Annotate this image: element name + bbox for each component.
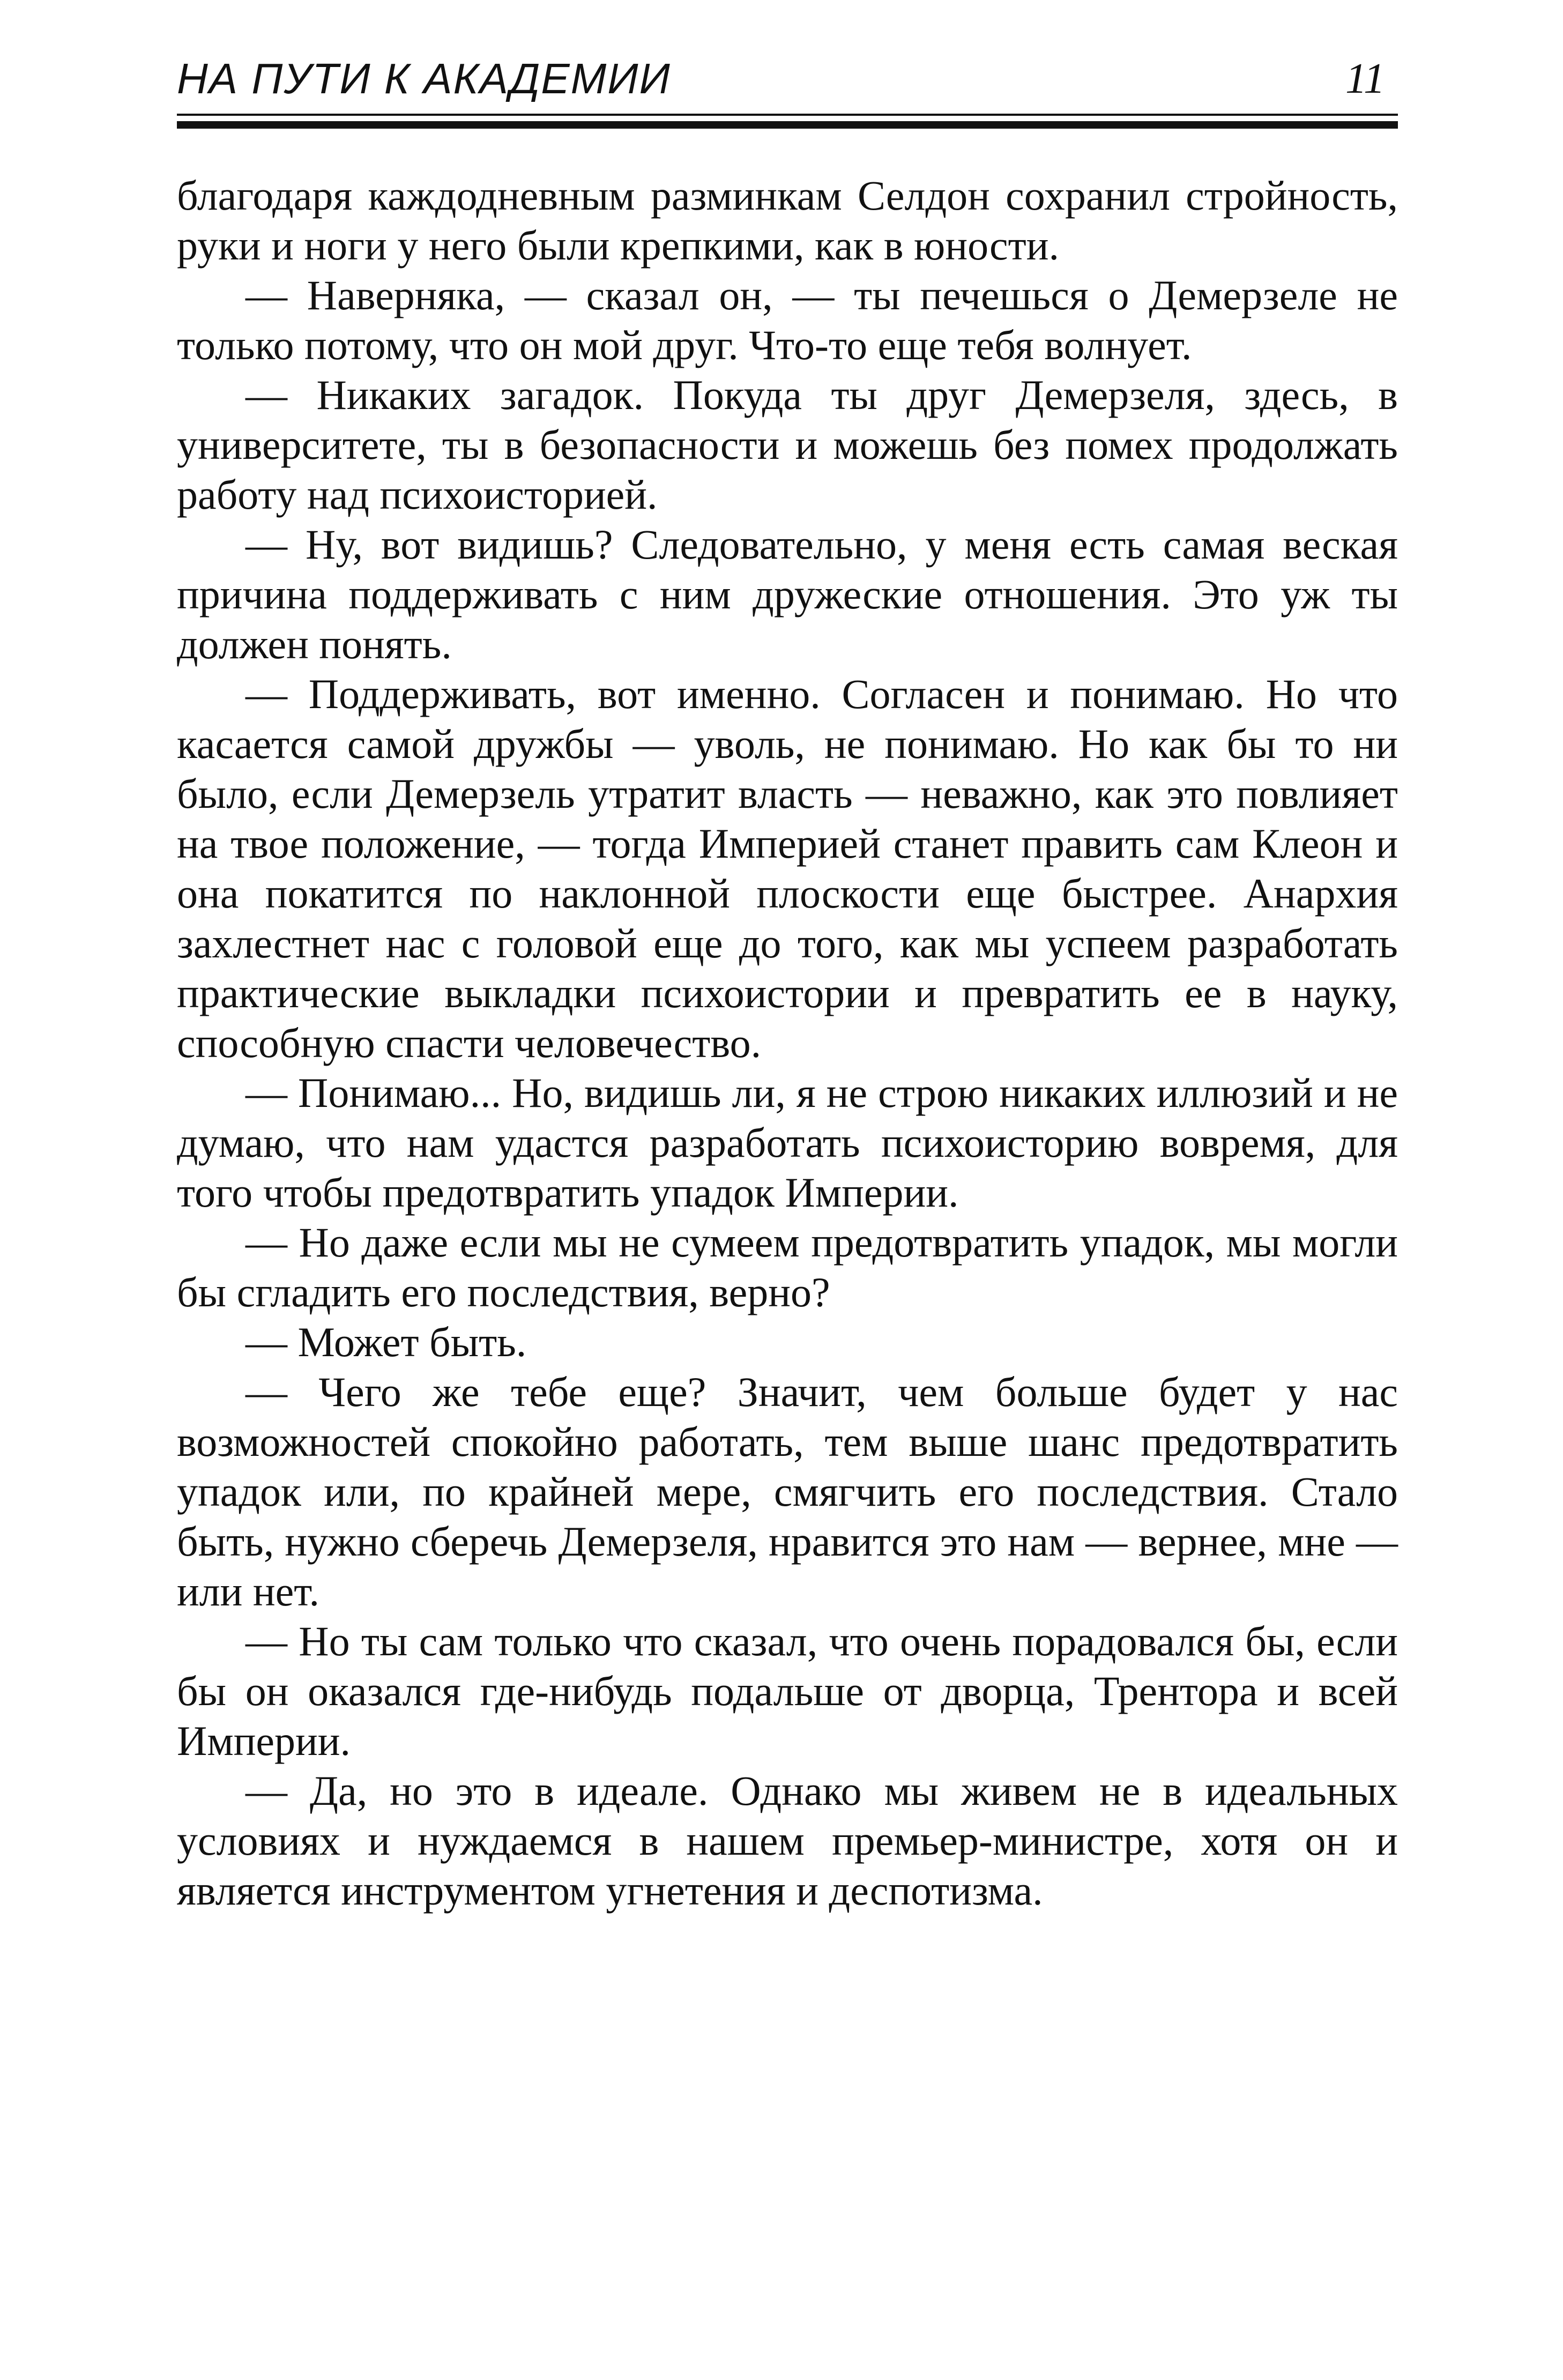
header-rule-thick bbox=[177, 121, 1398, 129]
paragraph: — Наверняка, — сказал он, — ты печешься о Демерзеле не только потому, что он мой друг. Что-то еще тебя волнует. bbox=[177, 272, 1398, 368]
paragraph: благодаря каждодневным разминкам Селдон сохранил стройность, руки и ноги у него были крепкими, как в юности. bbox=[177, 172, 1398, 269]
paragraph: — Может быть. bbox=[245, 1319, 527, 1365]
header-rule bbox=[177, 114, 1398, 131]
paragraph: — Но ты сам только что сказал, что очень порадовался бы, если бы он оказался где-нибудь подальше от дворца, Трентора и всей Империи. bbox=[177, 1618, 1398, 1764]
page-number: 11 bbox=[1345, 55, 1385, 102]
page-header bbox=[177, 49, 1385, 108]
paragraph: — Да, но это в идеале. Однако мы живем не в идеальных условиях и нуждаемся в нашем премьер-министре, хотя он и является инструментом угнетения и деспотизма. bbox=[177, 1767, 1398, 1914]
paragraph: — Понимаю... Но, видишь ли, я не строю никаких иллюзий и не думаю, что нам удастся разработать психоисторию вовремя, для того чтобы предотвратить упадок Империи. bbox=[177, 1069, 1398, 1216]
paragraph: — Но даже если мы не сумеем предотвратить упадок, мы могли бы сгладить его последствия, верно? bbox=[177, 1219, 1398, 1315]
paragraph: — Никаких загадок. Покуда ты друг Демерзеля, здесь, в университете, ты в безопасности и можешь без помех продолжать работу над психоисторией. bbox=[177, 371, 1398, 518]
running-title: НА ПУТИ К АКАДЕМИИ bbox=[177, 55, 671, 102]
paragraph: — Чего же тебе еще? Значит, чем больше будет у нас возможностей спокойно работать, тем выше шанс предотвратить упадок или, по крайней мере, смягчить его последствия. Стало быть, нужно сберечь Демерзеля, нравится это нам — вернее, мне — или нет. bbox=[177, 1368, 1398, 1615]
header-rule-thin bbox=[177, 114, 1398, 116]
book-text bbox=[177, 170, 1398, 1915]
paragraph: — Поддерживать, вот именно. Согласен и понимаю. Но что касается самой дружбы — уволь, не понимаю. Но как бы то ни было, если Демерзель утратит власть — неважно, как это повлияет на твое положение, — тогда Империей станет править сам Клеон и она покатится по наклонной плоскости еще быстрее. Анархия захлестнет нас с головой еще до того, как мы успеем разработать практические выкладки психоистории и превратить ее в науку, способную спасти человечество. bbox=[177, 671, 1398, 1066]
paragraph: — Ну, вот видишь? Следовательно, у меня есть самая веская причина поддерживать с ним дружеские отношения. Это уж ты должен понять. bbox=[177, 521, 1398, 667]
